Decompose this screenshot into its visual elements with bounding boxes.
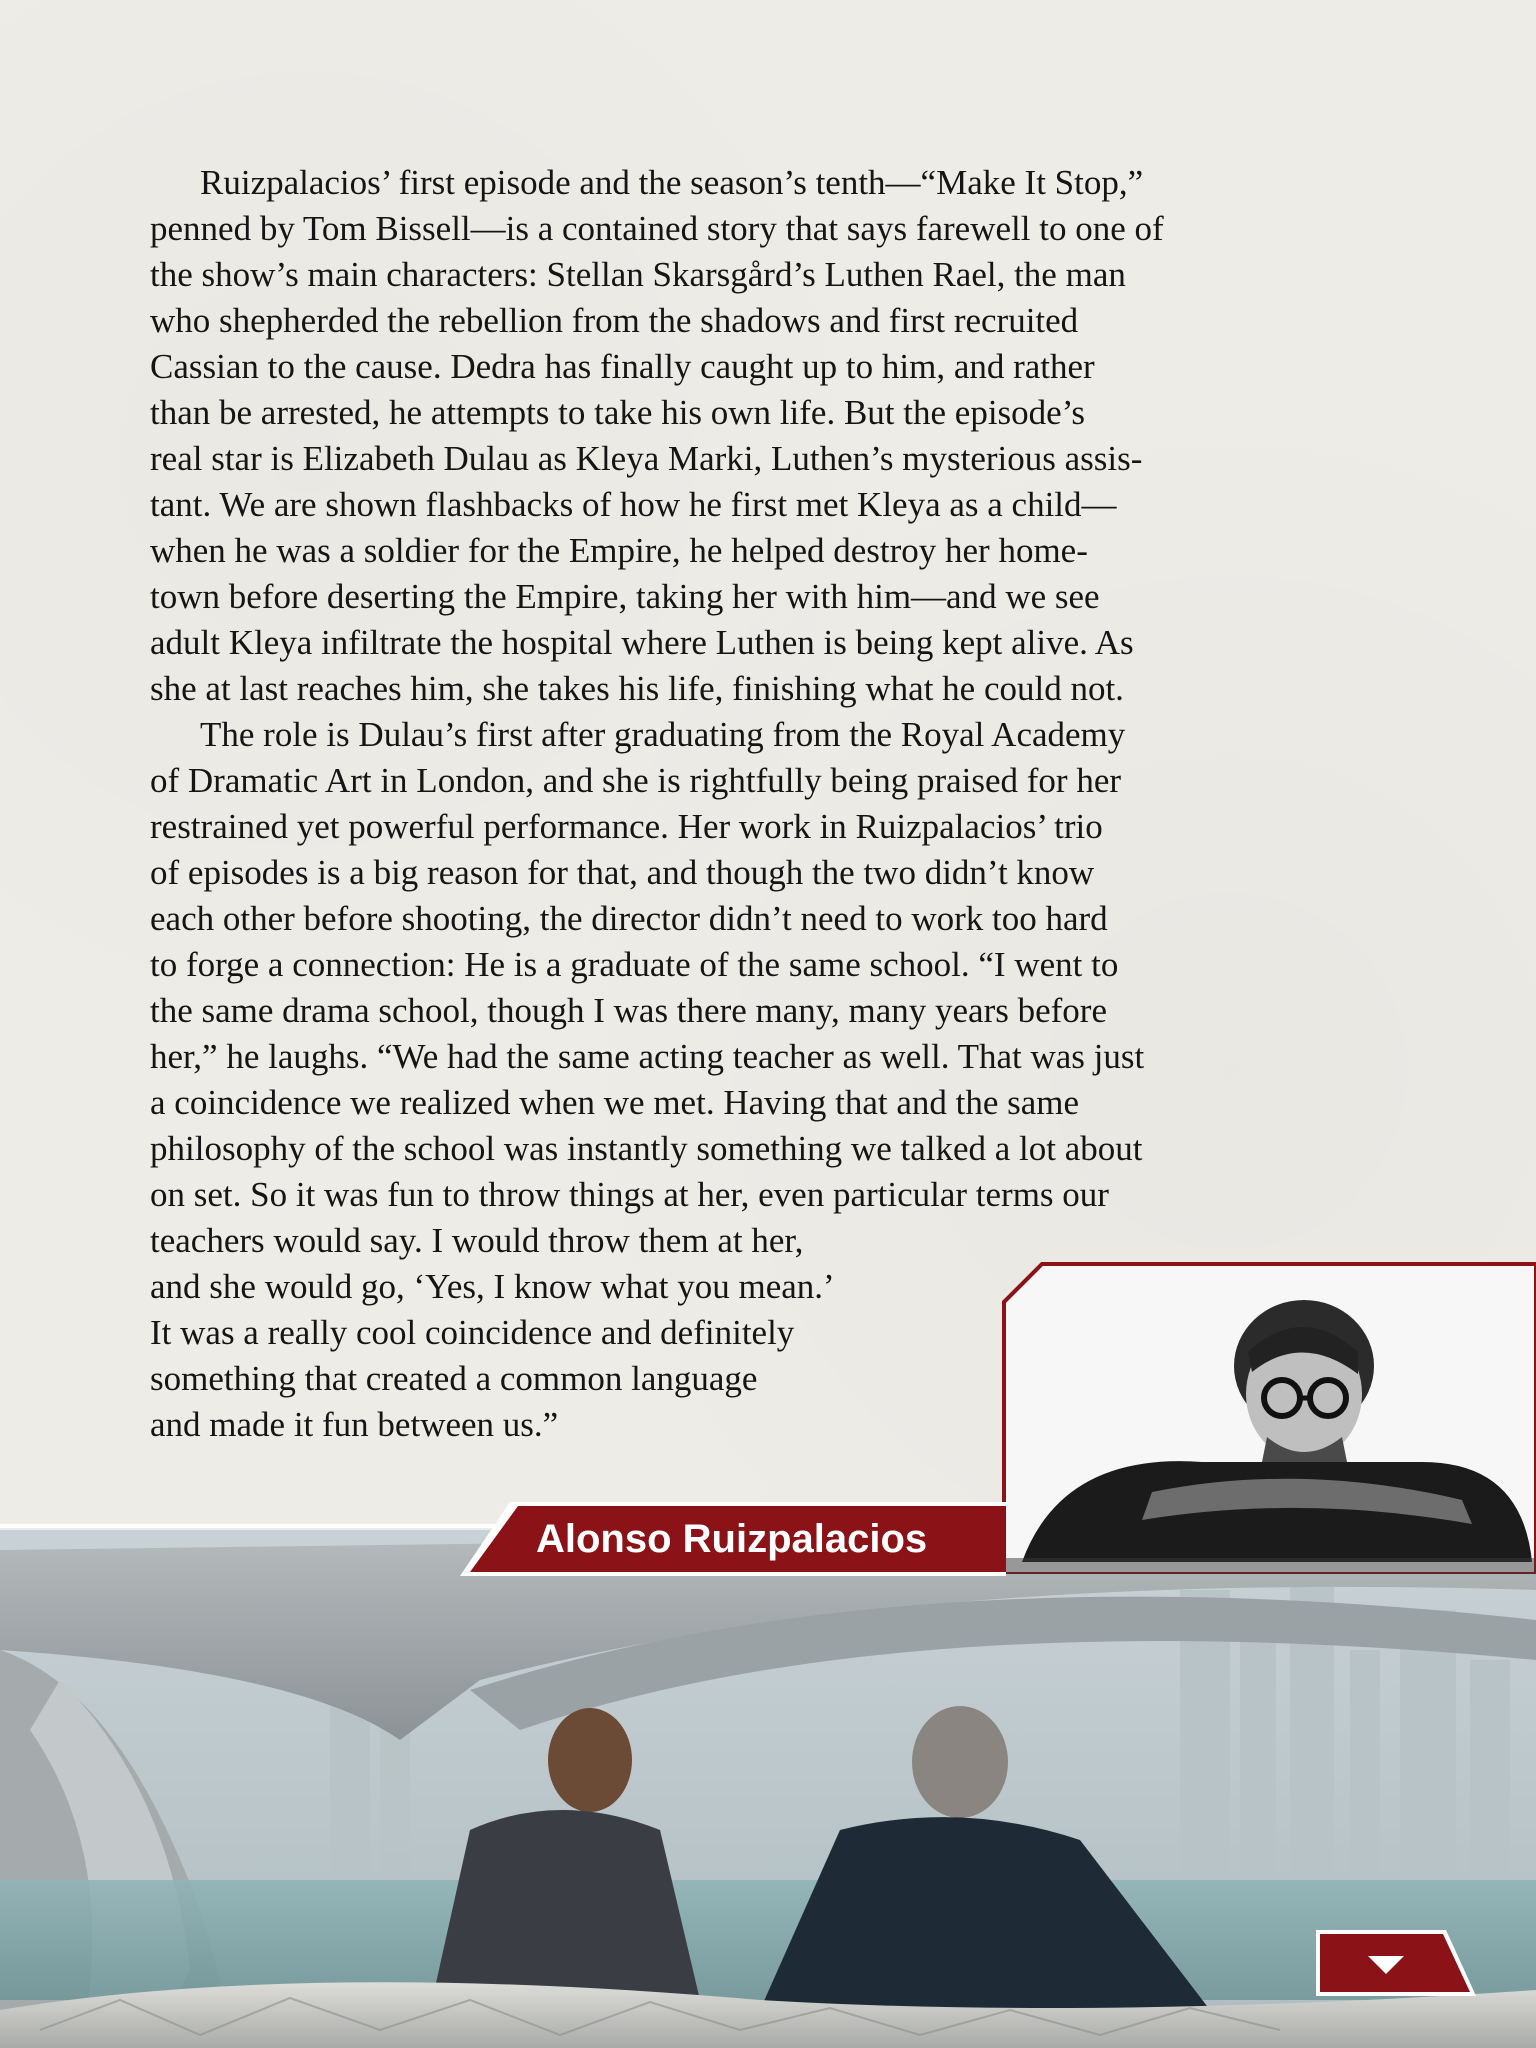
article-line: adult Kleya infiltrate the hospital where Luthen is being kept alive. As [150, 623, 1134, 662]
next-page-button[interactable] [1316, 1930, 1476, 1996]
caption-name: Alonso Ruizpalacios [536, 1517, 928, 1561]
article-line: Ruizpalacios’ first episode and the season’s tenth—“Make It Stop,” [200, 163, 1144, 202]
name-caption-banner [460, 1502, 1006, 1576]
article-line: on set. So it was fun to throw things at her, even particular terms our [150, 1175, 1109, 1214]
article-line: penned by Tom Bissell—is a contained story that says farewell to one of [150, 209, 1164, 248]
article-line: when he was a soldier for the Empire, he helped destroy her home- [150, 531, 1088, 570]
divider-line [0, 1524, 520, 1528]
article-line: than be arrested, he attempts to take his own life. But the episode’s [150, 393, 1086, 432]
article-line: It was a really cool coincidence and definitely [150, 1313, 795, 1352]
article-line: of episodes is a big reason for that, and though the two didn’t know [150, 853, 1095, 892]
article-line: real star is Elizabeth Dulau as Kleya Marki, Luthen’s mysterious assis- [150, 439, 1143, 478]
article-line: her,” he laughs. “We had the same acting teacher as well. That was just [150, 1037, 1145, 1076]
portrait-photo [1002, 1262, 1536, 1574]
article-line: to forge a connection: He is a graduate of the same school. “I went to [150, 945, 1119, 984]
article-line: tant. We are shown flashbacks of how he first met Kleya as a child— [150, 485, 1117, 524]
article-line: a coincidence we realized when we met. Having that and the same [150, 1083, 1080, 1122]
article-line: who shepherded the rebellion from the shadows and first recruited [150, 301, 1079, 340]
article-line: each other before shooting, the director didn’t need to work too hard [150, 899, 1108, 938]
article-body [150, 160, 1400, 1448]
article-line: something that created a common language [150, 1359, 758, 1398]
article-line: teachers would say. I would throw them at her, [150, 1221, 804, 1260]
scene-photo [0, 1530, 1536, 2048]
article-line: the show’s main characters: Stellan Skarsgård’s Luthen Rael, the man [150, 255, 1126, 294]
article-line: the same drama school, though I was there many, many years before [150, 991, 1107, 1030]
article-line: The role is Dulau’s first after graduating from the Royal Academy [200, 715, 1126, 754]
article-line: and made it fun between us.” [150, 1405, 559, 1444]
article-line: she at last reaches him, she takes his life, finishing what he could not. [150, 669, 1124, 708]
article-line: Cassian to the cause. Dedra has finally caught up to him, and rather [150, 347, 1095, 386]
article-line: of Dramatic Art in London, and she is rightfully being praised for her [150, 761, 1122, 800]
article-line: and she would go, ‘Yes, I know what you mean.’ [150, 1267, 835, 1306]
article-line: restrained yet powerful performance. Her work in Ruizpalacios’ trio [150, 807, 1103, 846]
article-line: philosophy of the school was instantly something we talked a lot about [150, 1129, 1143, 1168]
article-line: town before deserting the Empire, taking her with him—and we see [150, 577, 1100, 616]
